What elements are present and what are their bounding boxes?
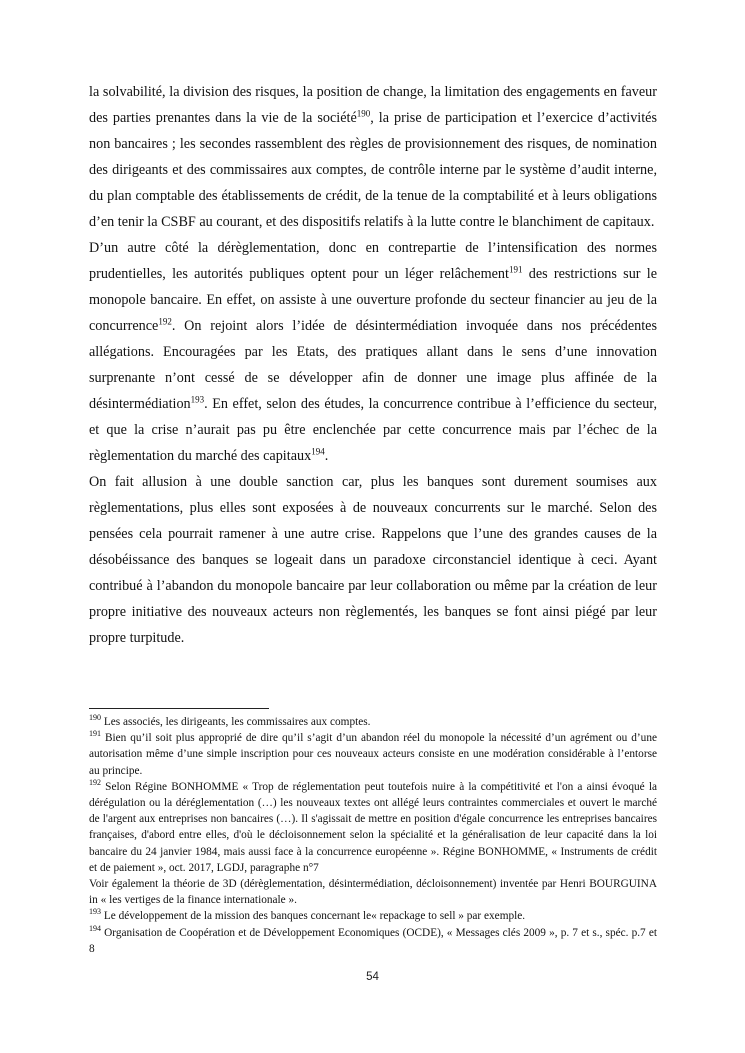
paragraph-text: , la prise de participation et l’exercice d’activités non bancaires ; les secondes rassemblent des règles de provisionnement des risques, de nomination des dirigeants et des commissaires aux comptes, de contrôle interne par le système d’audit interne, du plan comptable des établissements de crédit, de la tenue de la comptabilité et à leurs obligations d’en tenir la CSBF au courant, et des dispositifs relatifs à la lutte contre le blanchiment de capitaux. [89, 110, 657, 230]
footnote-text: Selon Régine BONHOMME « Trop de réglementation peut toutefois nuire à la compétitivité et l'on a ainsi évoqué la dérégulation ou la déréglementation (…) les nouveaux textes ont allégé leurs contraintes commerciales et ouvert le marché de l'argent aux entreprises non bancaires (…). Il s'agissait de mettre en position d'égale concurrence les entreprises bancaires françaises, d'abord entre elles, d'où le décloisonnement selon la spécialité et la généralisation de leur capacité dans la loi bancaire du 24 janvier 1984, mais aussi face à la concurrence européenne ». Régine BONHOMME, « Instruments de crédit et de paiement », oct. 2017, LGDJ, paragraphe n°7 [89, 780, 657, 874]
page-number: 54 [366, 971, 379, 983]
footnotes [89, 714, 657, 957]
footnote [89, 714, 657, 730]
footnote [89, 908, 657, 924]
footnote-text: Voir également la théorie de 3D (dérèglementation, désintermédiation, décloisonnement) inventée par Henri BOURGUINA in « les vertiges de la finance internationale ». [89, 878, 657, 907]
paragraph-text: . [324, 448, 329, 464]
footnote [89, 925, 657, 957]
footnote-ref: 192 [158, 316, 172, 327]
body-paragraph [89, 469, 657, 651]
paragraph-text: . En effet, selon des études, la concurrence contribue à l’efficience du secteur, et que la crise n’aurait pas pu être enclenchée par cette concurrence mais par l’échec de la règlementation du marché des capitaux [89, 396, 657, 464]
footnote-number: 193 [89, 907, 101, 917]
body-paragraph [89, 235, 657, 469]
paragraph-text: On fait allusion à une double sanction car, plus les banques sont durement soumises aux règlementations, plus elles sont exposées à de nouveaux concurrents sur le marché. Selon des pensées cela pourrait ramener à une autre crise. Rappelons que l’une des grandes causes de la désobéissance des banques se logeait dans un paradoxe circonstanciel identique à ceci. Ayant contribué à l’abandon du monopole bancaire par leur collaboration ou même par la création de leur propre initiative des nouveaux acteurs non règlementés, les banques se font ainsi piégé par leur propre turpitude. [89, 474, 657, 646]
paragraph-text: des restrictions sur le monopole bancaire. En effet, on assiste à une ouverture profonde du secteur financier au jeu de la concurrence [89, 266, 658, 334]
footnote [89, 876, 657, 908]
footnote-text: Bien qu’il soit plus approprié de dire qu’il s’agit d’un abandon réel du monopole la nécessité d’un agrément ou d’une autorisation même d’une simple inscription pour ces nouveaux acteurs consiste en une modération considérable à l’entorse au principe. [89, 732, 657, 777]
body-paragraph [89, 79, 657, 235]
body-text [89, 79, 657, 651]
footnote-separator [89, 708, 269, 709]
paragraph-text: . On rejoint alors l’idée de désintermédiation invoquée dans nos précédentes allégations. Encouragées par les Etats, des pratiques allant dans le sens d’une innovation surprenante n’ont cessé de se développer afin de donner une image plus affinée de la désintermédiation [89, 318, 657, 412]
footnote-ref: 190 [356, 108, 371, 119]
footnote-ref: 191 [508, 264, 523, 275]
footnote-ref: 194 [311, 446, 325, 457]
footnote-number: 191 [89, 729, 101, 739]
footnote-number: 194 [89, 923, 101, 933]
paragraph-text: D’un autre côté la dérèglementation, donc en contrepartie de l’intensification des normes prudentielles, les autorités publiques optent pour un léger relâchement [89, 240, 657, 282]
footnote-text: Le développement de la mission des banques concernant le« repackage to sell » par exemple. [101, 910, 526, 923]
footnote-ref: 193 [190, 394, 205, 405]
footnote [89, 779, 657, 876]
footnote [89, 730, 657, 779]
footnote-text: Les associés, les dirigeants, les commissaires aux comptes. [101, 716, 371, 728]
footnote-text: Organisation de Coopération et de Développement Economiques (OCDE), « Messages clés 2009 », p. 7 et s., spéc. p.7 et 8 [89, 926, 657, 955]
footnote-number: 192 [89, 778, 101, 788]
footnote-number: 190 [89, 713, 101, 723]
paragraph-text: la solvabilité, la division des risques, la position de change, la limitation des engagements en faveur des parties prenantes dans la vie de la société [89, 84, 657, 126]
